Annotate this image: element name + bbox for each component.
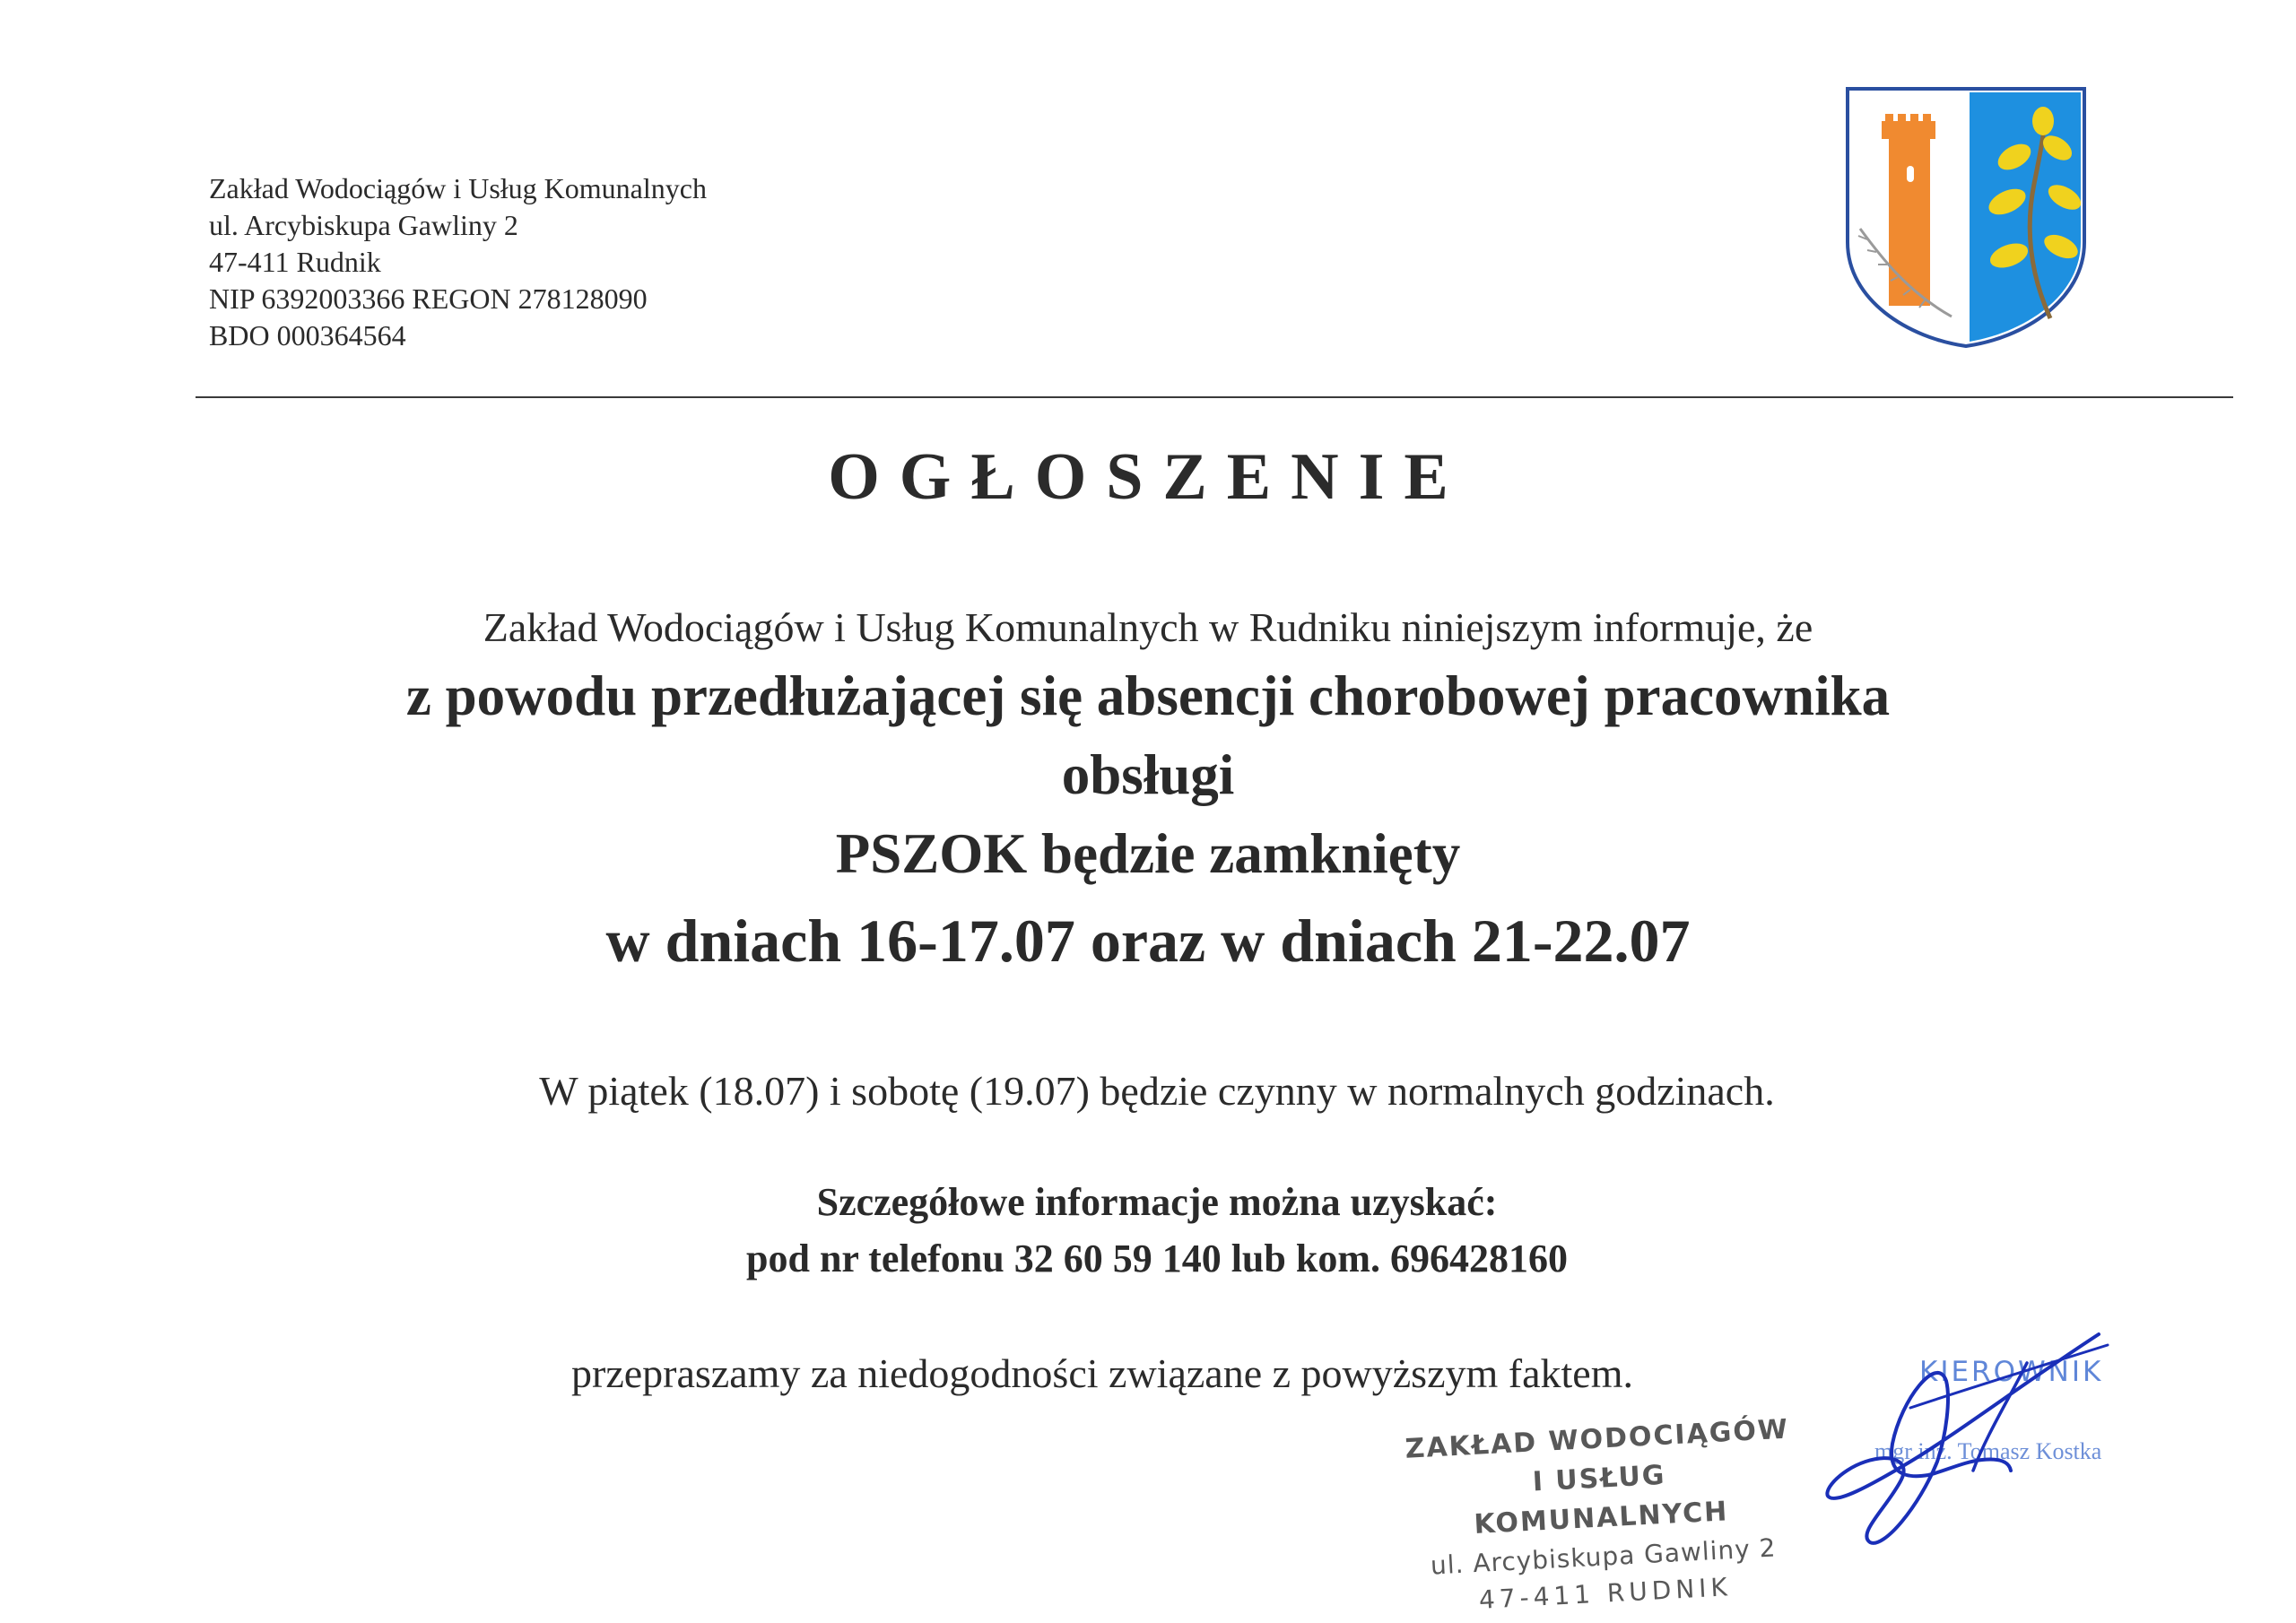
announcement-dates: w dniach 16-17.07 oraz w dniach 21-22.07 xyxy=(605,907,1691,975)
announcement-reason-cont: obsługi xyxy=(1061,743,1235,806)
contact-phone: pod nr telefonu 32 60 59 140 lub kom. 696428160 xyxy=(746,1237,1568,1280)
handwritten-signature-icon xyxy=(1803,1327,2126,1551)
company-tax-ids: NIP 6392003366 REGON 278128090 xyxy=(209,282,648,315)
company-header xyxy=(209,170,707,354)
header-divider xyxy=(196,396,2233,398)
signature-title: KIEROWNIK xyxy=(1919,1356,2104,1388)
page-title: OGŁOSZENIE xyxy=(828,440,1468,514)
apology-text: przepraszamy za niedogodności związane z powyższym faktem. xyxy=(571,1350,1633,1396)
company-name: Zakład Wodociągów i Usług Komunalnych xyxy=(209,172,707,204)
company-street: ul. Arcybiskupa Gawliny 2 xyxy=(209,209,518,241)
announcement-intro: Zakład Wodociągów i Usług Komunalnych w Rudniku niniejszym informuje, że xyxy=(483,604,1813,650)
company-bdo: BDO 000364564 xyxy=(209,319,406,352)
stamp-line-1: ZAKŁAD WODOCIĄGÓW xyxy=(1404,1413,1790,1465)
announcement-reason: z powodu przedłużającej się absencji chorobowej pracownika xyxy=(405,664,1891,727)
contact-heading: Szczegółowe informacje można uzyskać: xyxy=(816,1180,1498,1224)
open-days-note: W piątek (18.07) i sobotę (19.07) będzie czynny w normalnych godzinach. xyxy=(539,1068,1775,1114)
company-city: 47-411 Rudnik xyxy=(209,246,381,278)
stamp-line-4: 47-411 RUDNIK xyxy=(1478,1572,1733,1615)
company-stamp xyxy=(1404,1410,1799,1621)
stamp-line-2: I USŁUG KOMUNALNYCH xyxy=(1473,1459,1730,1541)
signature-name: mgr inż. Tomasz Kostka xyxy=(1874,1438,2102,1464)
announcement-closure: PSZOK będzie zamknięty xyxy=(835,822,1461,885)
coat-of-arms-icon xyxy=(1844,85,2088,350)
stamp-line-3: ul. Arcybiskupa Gawliny 2 xyxy=(1430,1532,1778,1581)
